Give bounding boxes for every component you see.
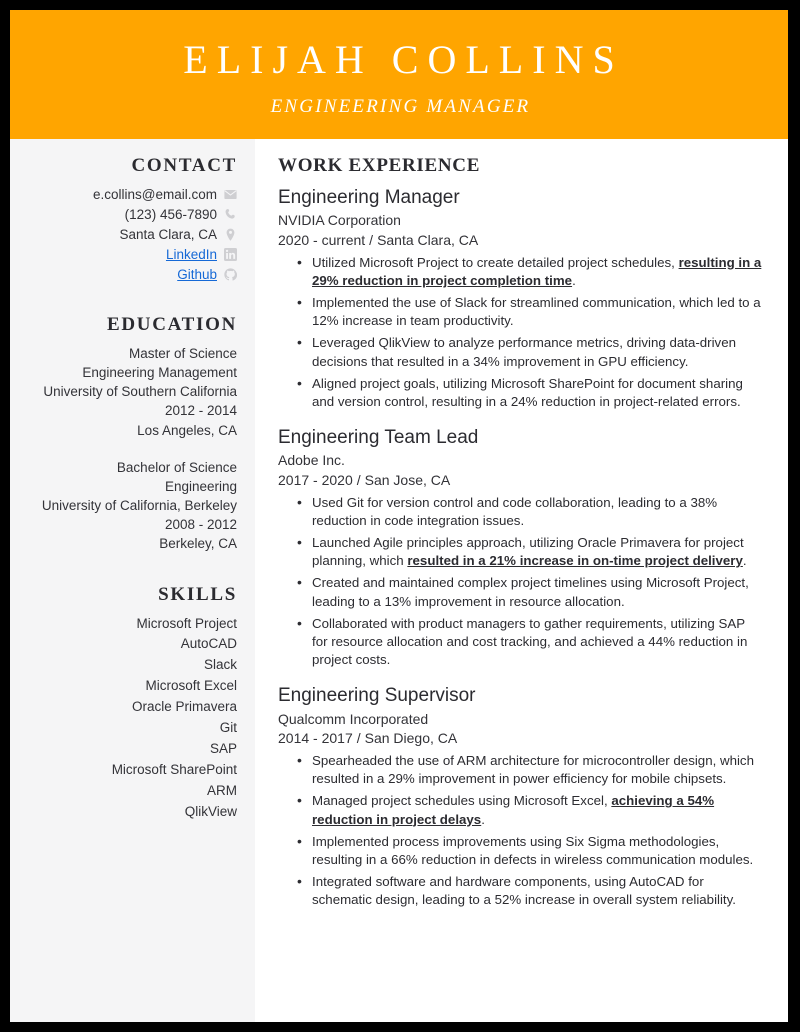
skill-item: Microsoft Excel bbox=[145, 678, 237, 694]
education-entry bbox=[20, 458, 237, 554]
contact-item-github[interactable] bbox=[20, 265, 237, 284]
skill-item: Oracle Primavera bbox=[131, 699, 237, 715]
skill-item: Microsoft SharePoint bbox=[111, 762, 237, 778]
job-bullet: • Utilized Microsoft Project to create detailed project schedules, resulting in a 29% reduction in project completion time. bbox=[278, 254, 764, 290]
resume-header-band bbox=[10, 10, 788, 139]
job-bullet-emphasis: resulted in a 21% increase in on-time project delivery bbox=[407, 553, 743, 569]
job-bullet-emphasis: resulting in a 29% reduction in project completion time bbox=[312, 254, 762, 288]
education-field: Engineering Management bbox=[82, 365, 237, 381]
contact-item-label: Santa Clara, CA bbox=[119, 227, 217, 242]
job-bullet: • Implemented the use of Slack for streamlined communication, which led to a 12% increase in team productivity. bbox=[278, 294, 764, 330]
job-bullet: • Collaborated with product managers to gather requirements, utilizing SAP for resource allocation and cost tracking, and achieved a 44% reduction in project costs. bbox=[278, 615, 764, 670]
job-title: Engineering Team Lead bbox=[278, 427, 479, 449]
job-meta-separator: / bbox=[356, 471, 361, 488]
education-field: Engineering bbox=[164, 478, 237, 494]
main-column bbox=[255, 139, 788, 1022]
job-bullet-emphasis: achieving a 54% reduction in project delays bbox=[312, 793, 715, 827]
skills-list bbox=[20, 614, 237, 823]
contact-item-label[interactable]: LinkedIn bbox=[165, 247, 217, 262]
job-meta bbox=[278, 231, 764, 251]
job-meta-separator: / bbox=[356, 730, 361, 747]
job-location: San Diego, CA bbox=[364, 730, 458, 747]
job-bullet-list bbox=[278, 752, 764, 910]
education-years: 2012 - 2014 bbox=[164, 403, 237, 419]
job-company: Qualcomm Incorporated bbox=[278, 710, 429, 727]
contact-item-label[interactable]: Github bbox=[177, 267, 217, 282]
linkedin-icon[interactable] bbox=[224, 248, 237, 261]
education-school: University of California, Berkeley bbox=[41, 498, 237, 514]
job-bullet: • Managed project schedules using Microsoft Excel, achieving a 54% reduction in project delays. bbox=[278, 792, 764, 828]
education-entry bbox=[20, 344, 237, 440]
location-pin-icon bbox=[224, 228, 237, 241]
skill-item: Microsoft Project bbox=[136, 615, 237, 631]
education-degree: Master of Science bbox=[128, 346, 237, 361]
skill-item: Slack bbox=[203, 657, 237, 673]
education-years: 2008 - 2012 bbox=[164, 517, 237, 533]
contact-item-envelope bbox=[20, 185, 237, 204]
contact-item-label: (123) 456-7890 bbox=[124, 207, 217, 222]
candidate-role-subtitle: ENGINEERING MANAGER bbox=[270, 96, 531, 117]
education-section-heading: EDUCATION bbox=[106, 314, 237, 335]
job-bullet: • Created and maintained complex project timelines using Microsoft Project, leading to a 13% improvement in resource allocation. bbox=[278, 574, 764, 610]
sidebar bbox=[10, 139, 255, 1022]
job-title: Engineering Manager bbox=[278, 187, 460, 208]
skill-item: SAP bbox=[209, 741, 237, 757]
contact-item-linkedin[interactable] bbox=[20, 245, 237, 264]
job-bullet: • Aligned project goals, utilizing Microsoft SharePoint for document sharing and version control, resulting in a 24% reduction in project-related errors. bbox=[278, 375, 764, 411]
job-entry bbox=[278, 186, 764, 411]
contact-list bbox=[20, 185, 237, 284]
skill-item: Git bbox=[219, 720, 237, 736]
job-dates: 2014 - 2017 bbox=[278, 730, 353, 747]
skill-item: ARM bbox=[207, 782, 237, 798]
job-bullet: • Launched Agile principles approach, utilizing Oracle Primavera for project planning, which resulted in a 21% increase in on-time project delivery. bbox=[278, 534, 764, 570]
education-location: Berkeley, CA bbox=[159, 536, 237, 552]
resume-body bbox=[10, 139, 788, 1022]
page-title: ELIJAH COLLINS bbox=[183, 37, 624, 82]
job-bullet: • Used Git for version control and code collaboration, leading to a 38% reduction in code integration issues. bbox=[278, 494, 764, 530]
job-company: Adobe Inc. bbox=[278, 452, 345, 469]
skills-section-heading: SKILLS bbox=[158, 583, 237, 605]
job-bullet: • Leveraged QlikView to analyze performance metrics, driving data-driven decisions that resulted in a 34% improvement in GPU efficiency. bbox=[278, 334, 764, 370]
job-meta-separator: / bbox=[369, 231, 374, 248]
job-entry bbox=[278, 426, 764, 669]
work-experience-heading: WORK EXPERIENCE bbox=[278, 155, 481, 176]
job-location: Santa Clara, CA bbox=[377, 231, 479, 248]
contact-item-label: e.collins@email.com bbox=[93, 187, 217, 202]
resume-page bbox=[10, 10, 788, 1022]
job-dates: 2017 - 2020 bbox=[278, 471, 353, 488]
job-title: Engineering Supervisor bbox=[278, 685, 476, 707]
job-bullet-list bbox=[278, 494, 764, 670]
skill-item: AutoCAD bbox=[180, 636, 237, 652]
contact-item-location-pin bbox=[20, 225, 237, 244]
contact-section-heading: CONTACT bbox=[131, 155, 237, 176]
github-icon[interactable] bbox=[224, 268, 237, 281]
education-degree: Bachelor of Science bbox=[116, 459, 237, 475]
job-entry bbox=[278, 684, 764, 909]
education-location: Los Angeles, CA bbox=[137, 422, 237, 438]
job-company: NVIDIA Corporation bbox=[278, 212, 401, 229]
education-list bbox=[20, 344, 237, 554]
skill-item: QlikView bbox=[184, 803, 237, 819]
job-bullet-list bbox=[278, 254, 764, 412]
job-dates: 2020 - current bbox=[278, 231, 366, 248]
work-experience-list bbox=[278, 186, 764, 910]
job-meta bbox=[278, 471, 764, 491]
education-school: University of Southern California bbox=[43, 384, 237, 400]
job-meta bbox=[278, 729, 764, 749]
contact-item-phone bbox=[20, 205, 237, 224]
phone-icon bbox=[224, 208, 237, 221]
envelope-icon bbox=[224, 188, 237, 201]
job-bullet: • Implemented process improvements using Six Sigma methodologies, resulting in a 66% reduction in defects in wireless communication modules. bbox=[278, 833, 764, 869]
job-bullet: • Integrated software and hardware components, using AutoCAD for schematic design, leading to a 52% increase in overall system reliability. bbox=[278, 873, 764, 909]
job-bullet: • Spearheaded the use of ARM architecture for microcontroller design, which resulted in a 29% improvement in power efficiency for mobile chipsets. bbox=[278, 752, 764, 788]
job-location: San Jose, CA bbox=[364, 471, 451, 488]
